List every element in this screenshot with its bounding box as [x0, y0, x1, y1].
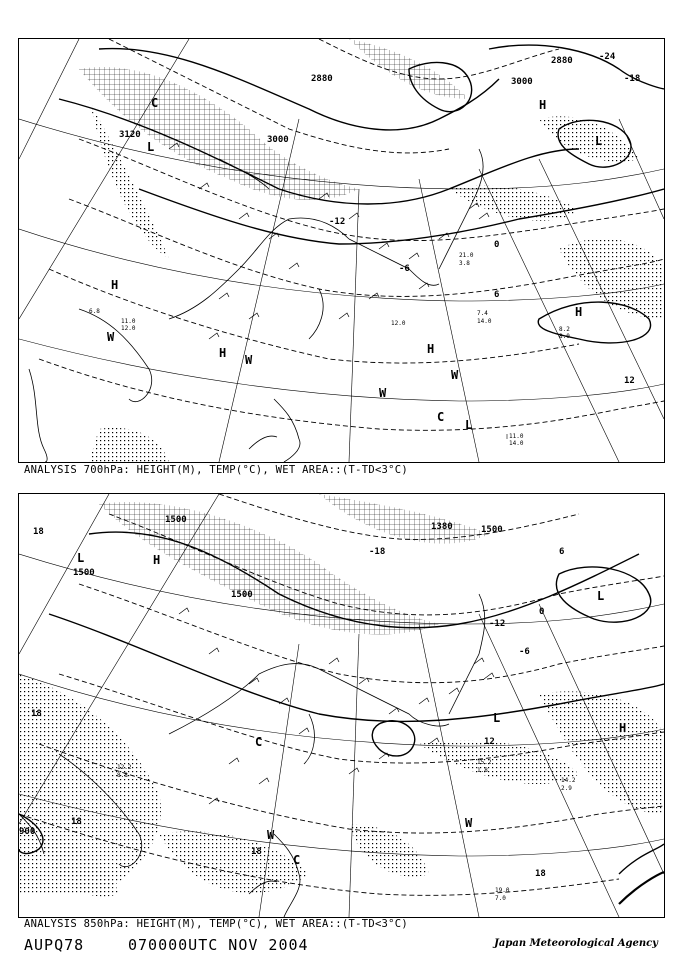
contour-label: 1380 — [431, 522, 453, 532]
station-plot — [477, 310, 492, 325]
low-center: L — [595, 134, 603, 148]
station-value: 12.2 — [117, 764, 132, 771]
station-value: 8.8 — [117, 772, 128, 779]
contour-label: 18 — [535, 869, 546, 879]
contour-label: -6 — [519, 647, 530, 657]
station-plot — [459, 252, 474, 267]
station-value: 14.0 — [509, 440, 524, 447]
station-plot — [559, 326, 570, 340]
high-center: H — [219, 346, 227, 360]
cold-center: C — [437, 410, 445, 424]
analysis-time: 070000UTC NOV 2004 — [128, 936, 309, 954]
contour-label: 1500 — [73, 568, 95, 578]
station-value: 11.0 — [121, 318, 136, 325]
contour-label: 0 — [494, 240, 500, 250]
cold-center: C — [151, 96, 159, 110]
station-value: 3.8 — [459, 260, 470, 267]
wet-area-shading — [19, 494, 664, 897]
chart-850hpa — [18, 493, 665, 918]
agency-credit: Japan Meteorological Agency — [494, 938, 658, 949]
contour-label: 3000 — [511, 77, 533, 87]
contour-label: -24 — [599, 52, 616, 62]
map-850hpa — [19, 494, 664, 917]
station-value: 15.2 — [477, 759, 492, 766]
warm-center: W — [245, 353, 253, 367]
station-plots — [89, 252, 570, 447]
contour-label: 18 — [31, 709, 42, 719]
contour-label: 0 — [539, 607, 545, 617]
station-plot — [495, 887, 510, 902]
contour-label: 6 — [559, 547, 565, 557]
warm-center: W — [465, 816, 473, 830]
contour-label: 1500 — [481, 525, 503, 535]
cold-center: C — [255, 735, 263, 749]
warm-center: W — [379, 386, 387, 400]
caption-700hpa: ANALYSIS 700hPa: HEIGHT(M), TEMP(°C), WET AREA::(T-TD<3°C) — [24, 464, 409, 476]
station-value: 1.8 — [477, 767, 488, 774]
station-value: 11.0 — [509, 433, 524, 440]
station-plot — [561, 777, 576, 792]
contour-label: 18 — [251, 847, 262, 857]
contour-label: -18 — [624, 74, 641, 84]
station-plot — [391, 320, 406, 327]
coastlines — [29, 149, 483, 462]
low-center: L — [147, 140, 155, 154]
high-center: H — [575, 305, 583, 319]
contour-label: -12 — [329, 217, 346, 227]
station-plot — [507, 433, 524, 447]
high-center: H — [539, 98, 547, 112]
high-center: H — [153, 553, 161, 567]
contour-label: 900 — [19, 827, 36, 837]
high-center: H — [427, 342, 435, 356]
station-value: 14.0 — [477, 318, 492, 325]
station-plot — [121, 318, 136, 332]
station-value: 12.0 — [121, 325, 136, 332]
bulletin-code: AUPQ78 — [24, 936, 85, 954]
contour-label: -6 — [399, 264, 410, 274]
contour-label: 1500 — [165, 515, 187, 525]
contour-label: 18 — [33, 527, 44, 537]
contour-label: 18 — [71, 817, 82, 827]
high-center: H — [619, 721, 627, 735]
warm-center: W — [267, 828, 275, 842]
station-value: 21.0 — [459, 252, 474, 259]
contour-label: 6 — [494, 290, 500, 300]
cold-center: C — [293, 853, 301, 867]
chart-700hpa — [18, 38, 665, 463]
station-value: 6.8 — [89, 308, 100, 315]
contour-label: 2880 — [551, 56, 573, 66]
warm-center: W — [451, 368, 459, 382]
station-value: 12.0 — [391, 320, 406, 327]
contour-label: 2880 — [311, 74, 333, 84]
high-center: H — [111, 278, 119, 292]
map-700hpa — [19, 39, 664, 462]
low-center: L — [77, 551, 85, 565]
contour-label: -18 — [369, 547, 386, 557]
warm-center: W — [107, 330, 115, 344]
station-value: 19.0 — [495, 887, 510, 894]
station-value: 14.2 — [561, 777, 576, 784]
low-center: L — [465, 418, 473, 432]
low-center: L — [597, 589, 605, 603]
caption-850hpa: ANALYSIS 850hPa: HEIGHT(M), TEMP(°C), WET AREA::(T-TD<3°C) — [24, 918, 409, 930]
contour-label: -12 — [489, 619, 506, 629]
station-plot — [89, 308, 100, 315]
contour-label: 12 — [484, 737, 495, 747]
contour-label: 1500 — [231, 590, 253, 600]
station-value: 8.0 — [559, 333, 570, 340]
low-center: L — [493, 711, 501, 725]
contour-label: 3000 — [267, 135, 289, 145]
contour-label: 3120 — [119, 130, 141, 140]
station-value: 8.2 — [559, 326, 570, 333]
contour-label: 12 — [624, 376, 635, 386]
station-value: 7.4 — [477, 310, 488, 317]
station-value: 7.0 — [495, 895, 506, 902]
station-value: 2.9 — [561, 785, 572, 792]
thick-contour — [619, 872, 664, 904]
